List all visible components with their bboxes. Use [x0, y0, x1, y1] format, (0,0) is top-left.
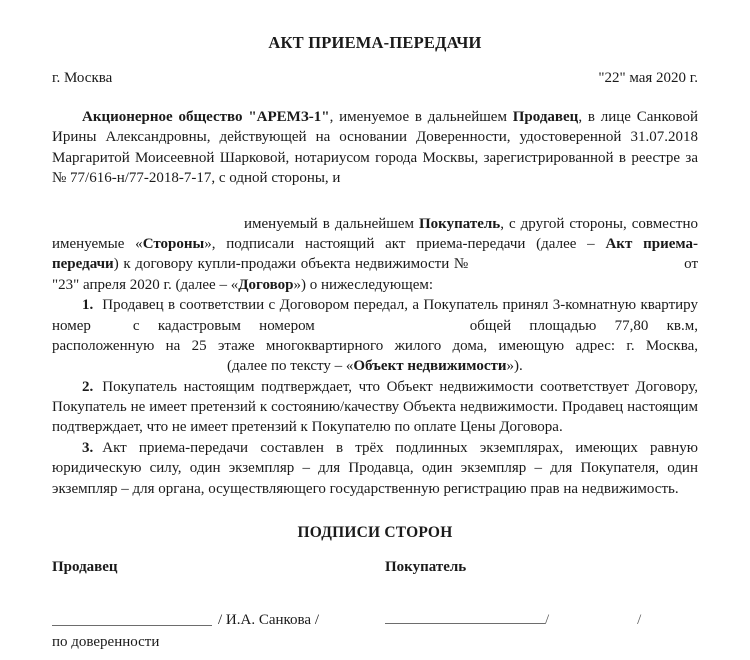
act-term: Акт приема-передачи: [52, 235, 698, 273]
buyer-text-5: (далее – «: [175, 276, 239, 293]
buyer-role: Покупатель: [419, 215, 501, 232]
contract-term: Договор: [238, 276, 294, 293]
buyer-slash-1: /: [545, 612, 550, 629]
clause-2-number: 2.: [82, 378, 94, 395]
city-label: г. Москва: [52, 70, 113, 86]
seller-basis-label: по доверенности: [52, 634, 160, 651]
document-meta-row: [30, 70, 720, 87]
clause-2: [52, 377, 698, 438]
clause-1-number: 1.: [82, 297, 94, 314]
buyer-paragraph: [52, 214, 698, 296]
seller-signature-name: / И.А. Санкова /: [218, 612, 320, 629]
buyer-signature-block: [385, 612, 698, 629]
intro-text-2: , в лице Санковой Ирины Александровны, действующей на основании Доверенности, удостоверенной 31.07.2018 Маргаритой Моисеевной Шарковой, нотариусом города Москвы, зарегистрированной в реестре за № 77/616-н/77-2018-7-17, с одной стороны, и: [52, 109, 698, 187]
buyer-slash-2: /: [637, 612, 642, 629]
clause-1-text-4: (далее по тексту – «: [227, 358, 354, 375]
buyer-text-4: ) к договору купли-продажи объекта недвижимости №: [113, 256, 470, 273]
clause-3-text: Акт приема-передачи составлен в трёх подлинных экземплярах, имеющих равную юридическую силу, один экземпляр – для Продавца, один экземпляр – для Покупателя, один экземпляр – для органа, осуществляющего государственную регистрацию прав на недвижимость.: [52, 439, 698, 497]
clause-1-text-5: »).: [506, 358, 523, 375]
document-page: [0, 33, 750, 660]
seller-signature-line[interactable]: [52, 625, 212, 626]
object-term: Объект недвижимости: [353, 358, 507, 375]
intro-text-1: , именуемое в дальнейшем: [329, 109, 513, 125]
clause-2-text: Покупатель настоящим подтверждает, что Объект недвижимости соответствует Договору, Покупатель не имеет претензий к состоянию/качеству Объекта недвижимости. Продавец настоящим подтверждает, что не имеет претензий к Покупателю по оплате Цены Договора.: [52, 378, 698, 436]
buyer-signature-line[interactable]: [385, 623, 545, 624]
buyer-text-2: , с другой стороны, совместно именуемые «: [52, 215, 698, 252]
signature-column-labels: [30, 559, 720, 576]
signatures-heading: ПОДПИСИ СТОРОН: [297, 524, 453, 542]
seller-role: Продавец: [512, 109, 579, 125]
buyer-column-label: Покупатель: [385, 559, 467, 576]
document-body: [30, 107, 720, 499]
clause-3-number: 3.: [82, 439, 94, 456]
seller-basis-row: [30, 634, 720, 651]
clause-1-text-2: с кадастровым номером: [132, 317, 315, 334]
contract-date: от "23" апреля 2020 г.: [52, 256, 698, 293]
clause-1: [52, 295, 698, 377]
clause-1-text-1: Продавец в соответствии с Договором передал, а Покупатель принял 3-комнатную квартиру номер: [52, 297, 698, 334]
clause-1-text-3: общей площадью 77,80 кв.м, расположенную на 25 этаже многоквартирного жилого дома, имеющую адрес: г. Москва,: [52, 317, 698, 354]
date-label: "22" мая 2020 г.: [598, 70, 698, 86]
clause-3: [52, 438, 698, 499]
buyer-text-1: именуемый в дальнейшем: [244, 215, 419, 232]
page-title: АКТ ПРИЕМА-ПЕРЕДАЧИ: [268, 33, 482, 52]
buyer-text-3: », подписали настоящий акт приема-передачи (далее –: [204, 235, 606, 252]
seller-company-name: Акционерное общество "АРЕМЗ-1": [82, 109, 330, 125]
intro-paragraph: [52, 107, 698, 189]
signature-lines-row: [30, 612, 720, 629]
seller-column-label: Продавец: [52, 559, 118, 576]
parties-term: Стороны: [142, 235, 205, 252]
clause-list: [52, 295, 698, 499]
buyer-text-6: ») о нижеследующем:: [293, 276, 434, 293]
seller-signature-block: [52, 612, 385, 629]
